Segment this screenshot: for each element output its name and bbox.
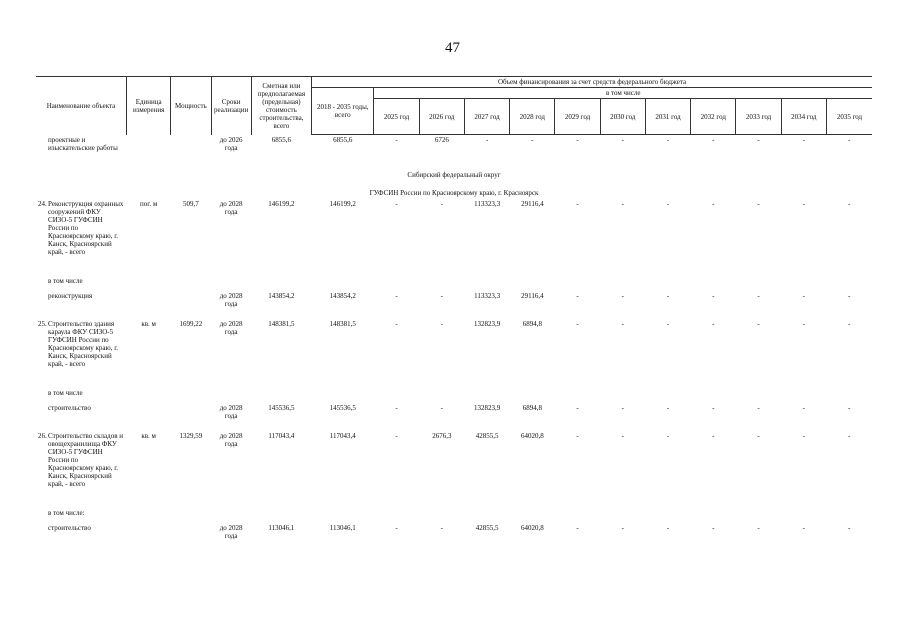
col-total-header: 2018 - 2035 годы, всего	[312, 88, 374, 135]
year-value-cell: -	[576, 291, 579, 300]
year-value-cell: -	[576, 431, 579, 440]
note-row	[36, 267, 872, 291]
cost-cell: 6855,6	[271, 135, 292, 144]
object-name: проектные и изыскательские работы	[48, 135, 118, 152]
year-header: 2025 год	[374, 99, 419, 135]
term-cell: до 2028 года	[219, 319, 243, 336]
spacer-cell	[36, 153, 872, 163]
term-cell: до 2028 года	[219, 523, 243, 540]
year-header: 2028 год	[510, 99, 555, 135]
row-number: 24.	[38, 199, 47, 208]
year-value-cell: -	[757, 291, 760, 300]
year-value-cell: -	[440, 199, 443, 208]
unit-cell	[127, 523, 171, 541]
year-value-cell: -	[440, 523, 443, 532]
cost-cell: 143854,2	[268, 291, 295, 300]
row-spacer	[36, 257, 872, 267]
total-cell: 143854,2	[329, 291, 356, 300]
unit-cell	[127, 403, 171, 421]
row-number	[36, 291, 46, 309]
cost-cell: 113046,1	[268, 523, 295, 532]
capacity-cell: 509,7	[183, 199, 199, 208]
object-name: строительство	[48, 523, 91, 532]
total-cell: 6855,6	[333, 136, 353, 144]
year-value-cell: -	[666, 431, 670, 440]
year-value-cell: 132823,9	[473, 319, 501, 328]
year-value-cell: -	[712, 431, 715, 440]
year-value-cell: -	[395, 403, 398, 412]
unit-cell: кв. м	[141, 319, 156, 328]
year-value-cell: -	[440, 403, 443, 412]
year-value-cell: 42855,5	[475, 523, 499, 532]
year-value-cell: -	[848, 291, 851, 300]
year-value-cell: -	[621, 523, 624, 532]
table-body	[36, 135, 872, 551]
year-value-cell: -	[440, 291, 443, 300]
year-value-cell: -	[485, 136, 489, 144]
year-value-cell: -	[802, 403, 805, 412]
total-cell: 148381,5	[329, 319, 356, 328]
col-terms-header: Сроки реализации	[211, 77, 251, 135]
year-value-cell: 132823,9	[473, 403, 501, 412]
table-row	[36, 431, 872, 489]
section-row	[36, 181, 872, 199]
year-value-cell: 29116,4	[521, 199, 544, 208]
year-value-cell: -	[802, 319, 805, 328]
year-value-cell: -	[621, 199, 624, 208]
section-title: Сибирский федеральный округ	[407, 170, 501, 179]
year-value-cell: -	[621, 136, 624, 144]
spacer-cell	[36, 421, 872, 431]
year-value-cell: -	[848, 136, 851, 144]
unit-cell: пог. м	[140, 199, 158, 208]
year-value-cell: 6894,8	[522, 319, 542, 328]
year-value-cell: -	[666, 523, 670, 532]
unit-cell	[127, 291, 171, 309]
total-cell: 113046,1	[329, 523, 356, 532]
term-cell: до 2028 года	[219, 291, 243, 308]
empty-cell	[36, 267, 46, 291]
capacity-cell	[171, 135, 211, 153]
year-value-cell: 113323,3	[474, 291, 501, 300]
capacity-cell	[171, 403, 211, 421]
year-value-cell: 64020,8	[520, 523, 544, 532]
table-row	[36, 135, 872, 153]
object-name: строительство	[48, 403, 91, 412]
empty-cell	[36, 379, 46, 403]
unit-cell	[127, 135, 171, 153]
year-value-cell: 42855,5	[475, 431, 499, 440]
table-row	[36, 319, 872, 369]
row-spacer	[36, 369, 872, 379]
row-spacer	[36, 541, 872, 551]
col-unit-header: Единица измерения	[127, 77, 171, 135]
year-value-cell: -	[621, 319, 624, 328]
year-value-cell: -	[848, 431, 851, 440]
year-header: 2026 год	[419, 99, 464, 135]
year-value-cell: -	[712, 199, 715, 208]
year-value-cell: -	[531, 136, 534, 144]
section-title: ГУФСИН России по Красноярскому краю, г. Красноярск	[369, 188, 539, 197]
object-name: реконструкция	[48, 291, 93, 300]
spacer-cell	[36, 541, 872, 551]
col-including-header: в том числе	[374, 88, 872, 99]
row-spacer	[36, 489, 872, 499]
year-value-cell: -	[757, 319, 760, 328]
year-value-cell: -	[395, 291, 398, 300]
year-value-cell: -	[666, 291, 670, 300]
note-text: в том числе	[48, 388, 83, 397]
year-value-cell: 113323,3	[474, 199, 501, 208]
year-value-cell: -	[757, 523, 760, 532]
col-funding-header: Объем финансирования за счет средств федерального бюджета	[312, 77, 872, 88]
year-value-cell: -	[621, 403, 624, 412]
year-value-cell: -	[712, 523, 715, 532]
capacity-cell: 1329,59	[179, 431, 203, 440]
capacity-cell	[171, 291, 211, 309]
term-cell: до 2028 года	[219, 403, 243, 420]
funding-table	[36, 76, 872, 551]
year-value-cell: -	[395, 199, 398, 208]
year-value-cell: -	[621, 431, 624, 440]
year-header: 2035 год	[826, 99, 872, 135]
year-value-cell: -	[576, 523, 579, 532]
year-value-cell: 64020,8	[520, 431, 544, 440]
year-value-cell: -	[395, 431, 398, 440]
year-header: 2031 год	[645, 99, 690, 135]
year-value-cell: -	[576, 319, 579, 328]
year-header: 2034 год	[781, 99, 826, 135]
term-cell: до 2028 года	[219, 431, 243, 448]
spacer-cell	[36, 369, 872, 379]
year-value-cell: -	[395, 523, 398, 532]
year-value-cell: -	[666, 136, 670, 144]
spacer-cell	[36, 257, 872, 267]
capacity-cell: 1699,22	[179, 319, 203, 328]
row-number: 26.	[38, 431, 47, 440]
year-header: 2029 год	[555, 99, 600, 135]
year-value-cell: -	[712, 291, 715, 300]
row-number	[36, 135, 46, 153]
col-capacity-header: Мощность	[171, 77, 211, 135]
note-text: в том числе	[48, 276, 83, 285]
year-value-cell: -	[848, 523, 851, 532]
cost-cell: 117043,4	[268, 431, 295, 440]
year-value-cell: -	[848, 403, 851, 412]
year-value-cell: -	[621, 291, 624, 300]
capacity-cell	[171, 523, 211, 541]
year-value-cell: -	[757, 136, 760, 144]
row-number	[36, 403, 46, 421]
year-value-cell: -	[395, 136, 398, 144]
term-cell: до 2028 года	[219, 199, 243, 216]
table-row	[36, 523, 872, 541]
year-value-cell: -	[576, 199, 579, 208]
empty-cell	[36, 499, 46, 523]
year-value-cell: -	[802, 199, 805, 208]
year-value-cell: -	[395, 319, 398, 328]
row-number	[36, 523, 46, 541]
year-value-cell: -	[802, 291, 805, 300]
year-value-cell: -	[802, 431, 805, 440]
year-value-cell: -	[440, 319, 443, 328]
year-value-cell: 6726	[434, 136, 449, 144]
cost-cell: 145536,5	[268, 403, 295, 412]
year-value-cell: -	[712, 136, 715, 144]
year-value-cell: 2676,3	[432, 431, 452, 440]
page-number: 47	[445, 40, 460, 56]
table-header	[36, 77, 872, 135]
col-name-header: Наименование объекта	[36, 77, 127, 135]
year-value-cell: -	[576, 403, 579, 412]
total-cell: 145536,5	[329, 403, 356, 412]
col-cost-header: Сметная или предполагаемая (предельная) стоимость строительства, всего	[251, 77, 311, 135]
row-spacer	[36, 421, 872, 431]
cost-cell: 146199,2	[268, 199, 295, 208]
year-value-cell: 29116,4	[521, 291, 544, 300]
term-cell: до 2026 года	[219, 135, 243, 152]
year-value-cell: -	[757, 199, 760, 208]
year-value-cell: -	[757, 431, 760, 440]
total-cell: 146199,2	[329, 199, 356, 208]
year-value-cell: -	[802, 523, 805, 532]
note-row	[36, 499, 872, 523]
year-value-cell: -	[848, 199, 851, 208]
year-header: 2033 год	[736, 99, 781, 135]
table-row	[36, 403, 872, 421]
row-number: 25.	[38, 319, 47, 328]
year-header: 2027 год	[464, 99, 509, 135]
year-header: 2032 год	[691, 99, 736, 135]
year-header: 2030 год	[600, 99, 645, 135]
unit-cell: кв. м	[141, 431, 156, 440]
object-name: Строительство складов и овощехранилища ФКУ СИЗО-5 ГУФСИН России по Красноярскому краю, г. Канск, Красноярский край, - всего	[48, 431, 124, 488]
section-row	[36, 163, 872, 181]
spacer-cell	[36, 309, 872, 319]
row-spacer	[36, 153, 872, 163]
table-row	[36, 291, 872, 309]
year-value-cell: -	[576, 136, 579, 144]
table-row	[36, 199, 872, 257]
row-spacer	[36, 309, 872, 319]
spacer-cell	[36, 489, 872, 499]
object-name: Реконструкция охранных сооружений ФКУ СИЗО-5 ГУФСИН России по Красноярскому краю, г. Канск, Красноярский край, - всего	[48, 199, 124, 256]
year-value-cell: -	[666, 199, 670, 208]
year-value-cell: -	[666, 319, 670, 328]
note-text: в том числе:	[48, 508, 85, 517]
note-row	[36, 379, 872, 403]
cost-cell: 148381,5	[268, 319, 295, 328]
year-value-cell: -	[802, 136, 805, 144]
total-cell: 117043,4	[329, 431, 356, 440]
year-value-cell: -	[757, 403, 760, 412]
year-value-cell: -	[712, 403, 715, 412]
year-value-cell: 6894,8	[522, 403, 542, 412]
object-name: Строительство здания караула ФКУ СИЗО-5 ГУФСИН России по Красноярскому краю, г. Канск, Красноярский край, - всего	[48, 319, 119, 368]
year-value-cell: -	[848, 319, 851, 328]
year-value-cell: -	[666, 403, 670, 412]
year-value-cell: -	[712, 319, 715, 328]
